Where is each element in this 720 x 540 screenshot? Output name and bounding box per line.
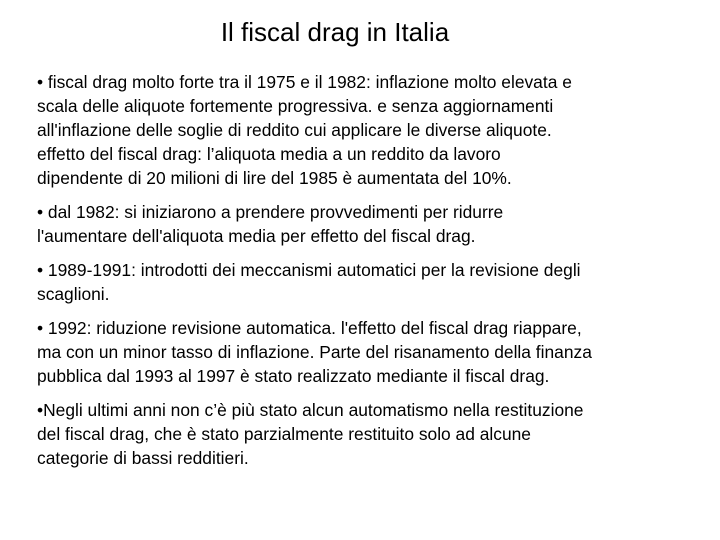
bullet-item-1975-1982: • fiscal drag molto forte tra il 1975 e il 1982: inflazione molto elevata e scala delle aliquote fortemente progressiva. e senza aggiornamenti all'inflazione delle soglie di reddito cui applicare le diverse aliquote. effetto del fiscal drag: l’aliquota media a un reddito da lavoro dipendente di 20 milioni di lire del 1985 è aumentata del 10%. bbox=[37, 72, 572, 188]
bullet-list bbox=[37, 70, 697, 480]
bullet-item-1989-1991: • 1989-1991: introdotti dei meccanismi automatici per la revisione degli scaglioni. bbox=[37, 260, 581, 304]
bullet-item-recent-years: •Negli ultimi anni non c’è più stato alcun automatismo nella restituzione del fiscal drag, che è stato parzialmente restituito solo ad alcune categorie di bassi redditieri. bbox=[37, 400, 584, 468]
slide-title: Il fiscal drag in Italia bbox=[220, 17, 450, 47]
bullet-item-1992: • 1992: riduzione revisione automatica. l'effetto del fiscal drag riappare, ma con un minor tasso di inflazione. Parte del risanamento della finanza pubblica dal 1993 al 1997 è stato realizzato mediante il fiscal drag. bbox=[37, 318, 592, 386]
bullet-item-1982: • dal 1982: si iniziarono a prendere provvedimenti per ridurre l'aumentare dell'aliquota media per effetto del fiscal drag. bbox=[37, 202, 504, 246]
